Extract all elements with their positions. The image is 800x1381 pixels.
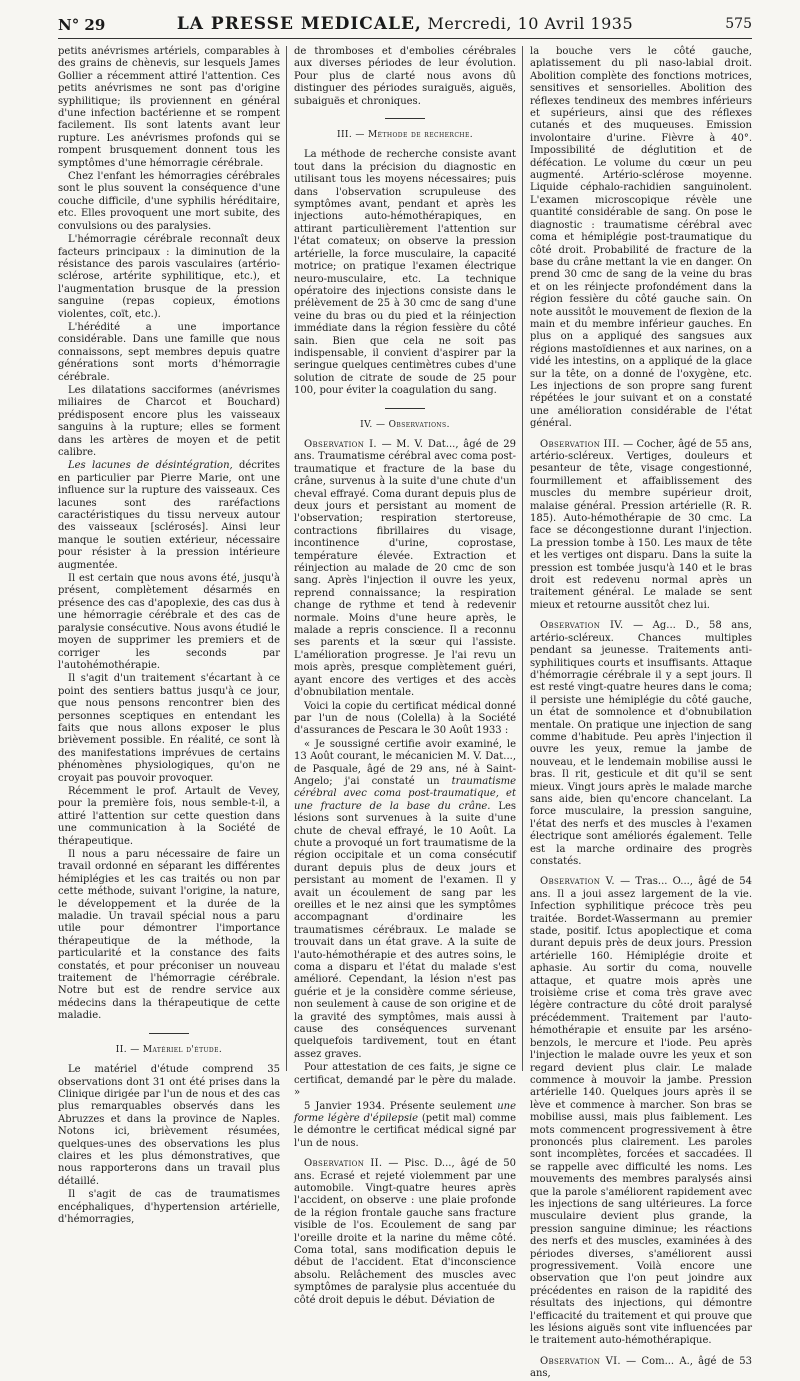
- section-heading: II. — Matériel d'étude.: [115, 1044, 223, 1055]
- observation-text: — M. V. Dat..., âgé de 29 ans. Traumatisme cérébral avec coma post-traumatique et fracture de la base du crâne, survenus à la suite d'une chute d'un cheval effrayé. Coma durant depuis plus de deux jours et persistant au moment de l'observation; respiration stertoreuse, contractions fibrillaires du visage, incontinence d'urine, coprostase, température élevée. Extraction et réinjection au malade de 20 cmc de son sang. Après l'injection il ouvre les yeux, reprend connaissance; la respiration change de rythme et tend à redevenir normale. Moins d'une heure après, le malade a repris conscience. Il a reconnu ses parents et la sœur qui l'assiste. L'amélioration progresse. Je l'ai revu un mois après, presque complètement guéri, ayant encore des vertiges et des accès d'obnubilation mentale.: [294, 438, 517, 699]
- column-divider: [522, 46, 523, 1071]
- paragraph-text: 5 Janvier 1934. Présente seulement: [304, 1100, 498, 1112]
- observation: [530, 620, 752, 868]
- issue-number: N° 29: [58, 16, 106, 34]
- paragraph: [294, 1101, 516, 1151]
- page-header: [58, 14, 752, 36]
- observation-label: Observation V.: [540, 876, 615, 888]
- paragraph: de thromboses et d'embolies cérébrales aux diverses périodes de leur évolution. Pour plus de clarté nous avons dû distinguer des périodes suraiguës, aiguës, subaiguës et chroniques.: [294, 46, 516, 107]
- observation: [530, 1356, 752, 1381]
- paragraph: Il nous a paru nécessaire de faire un travail ordonné en séparant les différentes hémiplégies et les cas traités ou non par cette méthode, suivant l'origine, la nature, le développement et la durée de la maladie. Un travail spécial nous a paru utile pour démontrer l'importance thérapeutique de la méthode, la particularité et la constance des faits constatés, et pour préconiser un nouveau traitement de l'hémorragie cérébrale. Notre but est de rendre service aux médecins dans la thérapeutique de cette maladie.: [58, 849, 280, 1022]
- italic-term: Les lacunes de désintégration,: [68, 460, 233, 472]
- column-2: [294, 46, 517, 1306]
- header-title: [58, 14, 752, 34]
- section-rule: [385, 118, 425, 119]
- column-divider: [286, 46, 287, 1071]
- paragraph: Le matériel d'étude comprend 35 observations dont 31 ont été prises dans la Clinique dirigée par l'un de nous et des cas plus remarquables observés dans les Abruzzes et dans la province de Naples. Notons ici, brièvement résumées, quelques-unes des observations les plus claires et les plus démonstratives, que nous rapporterons dans un travail plus détaillé.: [58, 1064, 280, 1187]
- paragraph: Pour attestation de ces faits, je signe ce certificat, demandé par le père du malade. »: [294, 1062, 516, 1099]
- section-heading: III. — Méthode de recherche.: [337, 130, 473, 141]
- observation: [530, 439, 752, 613]
- observation: [294, 439, 516, 700]
- paragraph: Chez l'enfant les hémorragies cérébrales sont le plus souvent la conséquence d'une couche difficile, d'une syphilis héréditaire, etc. Elles provoquent une mort subite, des convulsions ou des paralysies.: [58, 171, 280, 232]
- certificate-text: « Je soussigné certifie avoir examiné, le 13 Août courant, le mécanicien M. V. Dat..., de Pasquale, âgé de 29 ans, né à Saint-Angelo; j'ai constaté un: [294, 738, 516, 787]
- observation-text: — Ag... D., 58 ans, artério-scléreux. Chances multiples pendant sa jeunesse. Traitements anti-syphilitiques courts et insuffisants. Attaque d'hémorragie cérébrale il y a sept jours. Il est resté vingt-quatre heures dans le coma; il persiste une hémiplégie du côté gauche, un état de somnolence et d'obnubilation mentale. On pratique une injection de sang comme d'habitude. Peu après l'injection il ouvre les yeux, remue la jambe de nouveau, et le lendemain mobilise aussi le bras. Il rit, gesticule et dit qu'il se sent mieux. Vingt jours après le malade marche sans aide, bien qu'encore chancelant. La force musculaire, la pression sanguine, l'état des nerfs et des muscles à l'examen électrique sont améliorés également. Telle est la marche ordinaire des progrès constatés.: [530, 620, 752, 867]
- column-3: [530, 46, 753, 1380]
- observation-text: — Pisc. D..., âgé de 50 ans. Ecrasé et rejeté violemment par une automobile. Vingt-quatre heures après l'accident, on observe : une plaie profonde de la région frontale gauche sans fracture visible de l'os. Ecoulement de sang par l'oreille droite et la narine du même côté. Coma total, sans modification depuis le début de l'accident. Etat d'inconscience absolu. Relâchement des muscles avec symptômes de paralysie plus accentuée du côté droit depuis le début. Déviation de: [294, 1158, 516, 1306]
- paragraph: Il s'agit de cas de traumatismes encéphaliques, d'hypertension artérielle, d'hémorragies,: [58, 1189, 280, 1225]
- paragraph: Les dilatations sacciformes (anévrismes miliaires de Charcot et Bouchard) prédisposent encore plus les vaisseaux sanguins à la rupture; elles se forment dans les artères de moyen et de petit calibre.: [58, 384, 280, 458]
- paragraph-text: (petit mal) comme le démontre le certificat médical signé par l'un de nous.: [294, 1112, 516, 1149]
- paragraph: Récemment le prof. Artault de Vevey, pour la première fois, nous semble-t-il, a attiré l'attention sur cette question dans une communication à la Société de thérapeutique.: [58, 785, 280, 847]
- observation-text: — Cocher, âgé de 55 ans, artério-scléreux. Vertiges, douleurs et pesanteur de tête, visage congestionné, fourmillement et affaiblissement des muscles du membre supérieur droit, malaise général. Pression artérielle (R. R. 185). Auto-hémothérapie de 30 cmc. La face se décongestionne durant l'injection. La pression tombe à 150. Les maux de tête et les vertiges ont disparu. Dans la suite la pression est tombée jusqu'à 140 et le bras droit est redevenu normal après un traitement général. Le malade se sent mieux et retourne aussitôt chez lui.: [530, 438, 753, 611]
- certificate-text: Les lésions sont survenues à la suite d'une chute de cheval effrayé, le 10 Août. La chute a provoqué un fort traumatisme de la région occipitale et un coma consécutif durant depuis plus de deux jours et persistant au moment de l'examen. Il y avait un écoulement de sang par les oreilles et le nez ainsi que les symptômes accompagnant d'ordinaire les traumatismes cérébraux. Le malade se trouvait dans un état grave. A la suite de l'auto-hémothérapie et des autres soins, le coma a disparu et l'état du malade s'est amélioré. Cependant, la lésion n'est pas guérie et je la considère comme sérieuse, non seulement à cause de son origine et de la gravité des symptômes, mais aussi à cause des conséquences survenant quelquefois tardivement, tout en étant assez graves.: [294, 800, 517, 1060]
- certificate: [294, 739, 516, 1062]
- paragraph: Il est certain que nous avons été, jusqu'à présent, complètement désarmés en présence des cas d'apoplexie, des cas dus à une hémorragie cérébrale et des cas de paralysie consécutive. Nous avons étudié le moyen de supprimer les premiers et de corriger les seconds par l'autohémothérapie.: [58, 573, 280, 671]
- section-rule: [385, 408, 425, 409]
- header-rule: [58, 38, 752, 39]
- italic-term: une forme légère d'épilepsie: [294, 1100, 516, 1124]
- paragraph: la bouche vers le côté gauche, aplatissement du pli naso-labial droit. Abolition complète des fonctions motrices, sensitives et sensorielles. Abolition des réflexes tendineux des membres inférieurs et supérieurs, ainsi que des réflexes cutanés et des muqueuses. Emission involontaire d'urine. Fièvre à 40°. Impossibilité de déglutition et de défécation. Le volume du cœur un peu augmenté. Artério-sclérose moyenne. Liquide céphalo-rachidien sanguinolent. L'examen microscopique révèle une quantité considérable de sang. On pose le diagnostic : traumatisme cérébral avec coma et hémiplégie post-traumatique du côté droit. Probabilité de fracture de la base du crâne mettant la vie en danger. On prend 30 cmc de sang de la veine du bras et on les réinjecte profondément dans la région fessière du côté gauche sain. On note aussitôt le mouvement de flexion de la main et du membre inférieur gauches. En plus on a appliqué des sangsues aux régions mastoïdiennes et aux narines, on a vidé les intestins, on a appliqué de la glace sur la tête, on a donné de l'oxygène, etc. Les injections de son propre sang furent répétées le jour suivant et on a constaté une amélioration considérable de l'état général.: [530, 46, 752, 430]
- observation-label: Observation I.: [304, 438, 377, 450]
- paragraph: Il s'agit d'un traitement s'écartant à ce point des sentiers battus jusqu'à ce jour, que nous pensons rencontrer bien des personnes sceptiques en entendant les faits que nous allons exposer le plus brièvement possible. En réalité, ce sont là des manifestations imprévues de certains phénomènes physiologiques, qu'on ne croyait pas pouvoir provoquer.: [58, 673, 280, 784]
- observation: [530, 876, 752, 1347]
- paragraph: L'hérédité a une importance considérable. Dans une famille que nous connaissons, sept membres depuis quatre générations sont morts d'hémorragie cérébrale.: [58, 321, 280, 383]
- column-1: [58, 46, 280, 1225]
- observation-label: Observation VI.: [540, 1355, 621, 1367]
- paragraph: L'hémorragie cérébrale reconnaît deux facteurs principaux : la diminution de la résistance des parois vasculaires (artério-sclérose, artérite syphilitique, etc.), et l'augmentation brusque de la pression sanguine (repas copieux, émotions violentes, coït, etc.).: [58, 234, 280, 320]
- observation-text: — Com... A., âgé de 53 ans,: [530, 1355, 752, 1380]
- observation-label: Observation IV.: [540, 620, 624, 632]
- paragraph: petits anévrismes artériels, comparables à des grains de chènevis, sur lesquels James Gollier a récemment attiré l'attention. Ces petits anévrismes ne sont pas d'origine syphilitique; ils proviennent en général d'une infection bactérienne et se rompent facilement. Ils sont latents avant leur rupture. Les anévrismes profonds qui se rompent brusquement donnent tous les symptômes d'une hémorragie cérébrale.: [58, 46, 280, 169]
- observation-text: — Tras... O..., âgé de 54 ans. Il a joui assez largement de la vie. Infection syphilitique précoce très peu traitée. Bordet-Wassermann au premier stade, positif. Ictus apoplectique et coma durant depuis près de deux jours. Pression artérielle 160. Hémiplégie droite et aphasie. Au sortir du coma, nouvelle attaque, et quatre mois après une troisième crise et coma très grave avec légère contracture du côté droit paralysé précédemment. Traitement par l'auto-hémothérapie et ensuite par les arséno-benzols, le mercure et l'iode. Peu après l'injection le malade ouvre les yeux et son regard devient plus clair. Le malade commence à mouvoir la jambe. Pression artérielle 140. Quelques jours après il se lève et commence à marcher. Son bras se mobilise aussi, mais plus faiblement. Les mots commencent progressivement à être prononcés plus clairement. Les paroles sont incomplètes, forcées et saccadées. Il se rappelle avec difficulté les noms. Les mouvements des membres paralysés ainsi que la parole s'améliorent rapidement avec les injections de sang ultérieures. La force musculaire devient plus grande, la pression sanguine diminue; les réactions des nerfs et des muscles, examinées à des périodes diverses, s'améliorent aussi progressivement. Voilà encore une observation que l'on peut joindre aux précédentes en raison de la rapidité des résultats des injections, qui démontre l'efficacité du traitement et qui prouve que les lésions aiguës sont vite influencées par le traitement auto-hémothérapique.: [530, 876, 752, 1347]
- certificate-italic: traumatisme cérébral avec coma post-traumatique, et une fracture de la base du crâne.: [294, 775, 516, 812]
- observation: [294, 1158, 516, 1307]
- paragraph: [58, 460, 280, 572]
- observation-label: Observation III.: [540, 438, 620, 450]
- page-number: 575: [725, 16, 752, 32]
- paragraph-text: décrites en particulier par Pierre Marie, ont une influence sur la rupture des vaisseaux. Ces lacunes sont des raréfactions caractéristiques du tissu nerveux autour des vaisseaux [sclérosés]. Ainsi leur manque le soutien extérieur, nécessaire pour résister à la pression intérieure augmentée.: [58, 460, 280, 571]
- section-rule: [149, 1033, 189, 1034]
- paragraph: La méthode de recherche consiste avant tout dans la précision du diagnostic en utilisant tous les moyens nécessaires; puis dans l'observation scrupuleuse des symptômes avant, pendant et après les injections auto-hémothérapiques, en attirant particulièrement l'attention sur l'état comateux; on observe la pression artérielle, la force musculaire, la capacité motrice; on pratique l'examen électrique neuro-musculaire, etc. La technique opératoire des injections consiste dans le prélèvement de 25 à 30 cmc de sang d'une veine du bras ou du pied et la réinjection immédiate dans la région fessière du côté sain. Bien que cela ne soit pas indispensable, il convient d'aspirer par la seringue quelques centimètres cubes d'une solution de citrate de soude de 25 pour 100, pour éviter la coagulation du sang.: [294, 149, 516, 397]
- publication-name: LA PRESSE MEDICALE,: [176, 14, 422, 34]
- section-heading: IV. — Observations.: [360, 419, 450, 430]
- observation-label: Observation II.: [304, 1158, 383, 1170]
- paragraph: Voici la copie du certificat médical donné par l'un de nous (Colella) à la Société d'assurances de Pescara le 30 Août 1933 :: [294, 700, 516, 737]
- issue-date: Mercredi, 10 Avril 1935: [427, 14, 634, 33]
